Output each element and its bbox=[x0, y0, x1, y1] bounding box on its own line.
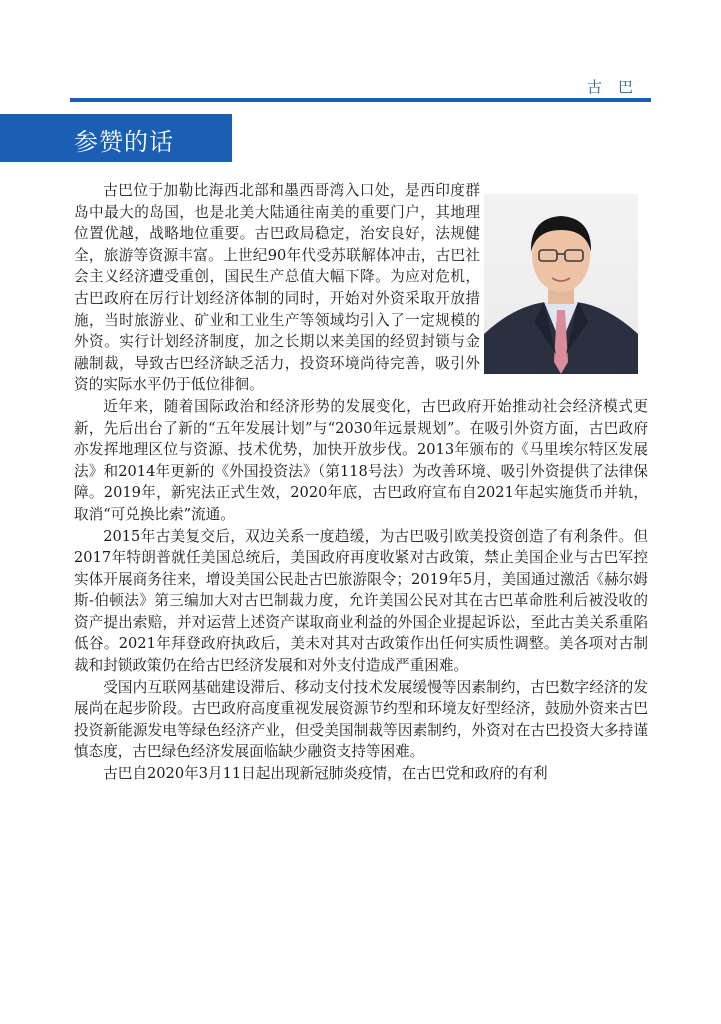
paragraph-1: 古巴位于加勒比海西北部和墨西哥湾入口处，是西印度群岛中最大的岛国，也是北美大陆通往南美的重要门户，其地理位置优越，战略地位重要。古巴政局稳定，治安良好，法规健全，旅游等资源丰富。上世纪90年代受苏联解体冲击，古巴社会主义经济遭受重创，国民生产总值大幅下降。为应对危机，古巴政府在厉行计划经济体制的同时，开始对外资采取开放措施，当时旅游业、矿业和工业生产等领域均引入了一定规模的外资。实行计划经济制度，加之长期以来美国的经贸封锁与金融制裁，导致古巴经济缺乏活力，投资环境尚待完善，吸引外资的实际水平仍于低位徘徊。 bbox=[74, 182, 480, 394]
portrait-spacer bbox=[480, 180, 648, 382]
header-rule bbox=[70, 98, 651, 102]
paragraph-4: 受国内互联网基础建设滞后、移动支付技术发展缓慢等因素制约，古巴数字经济的发展尚在起步阶段。古巴政府高度重视发展资源节约型和环境友好型经济，鼓励外资来古巴投资新能源发电等绿色经济产业，但受美国制裁等因素制约，外资对在古巴投资大多持谨慎态度，古巴绿色经济发展面临缺少融资支持等困难。 bbox=[74, 678, 648, 761]
running-header: 古巴 bbox=[586, 78, 649, 96]
paragraph-2: 近年来，随着国际政治和经济形势的发展变化，古巴政府开始推动社会经济模式更新，先后出台了新的“五年发展计划”与“2030年远景规划”。在吸引外资方面，古巴政府亦发挥地理区位与资源、技术优势，加快开放步伐。2013年颁布的《马里埃尔特区发展法》和2014年更新的《外国投资法》（第118号法）为改善环境、吸引外资提供了法律保障。2019年，新宪法正式生效，2020年底，古巴政府宣布自2021年起实施货币并轨，取消“可兑换比索”流通。 bbox=[74, 397, 648, 523]
paragraph-5: 古巴自2020年3月11日起出现新冠肺炎疫情，在古巴党和政府的有利 bbox=[103, 765, 548, 783]
section-title: 参赞的话 bbox=[74, 128, 174, 156]
paragraph-3: 2015年古美复交后，双边关系一度趋缓，为古巴吸引欧美投资创造了有利条件。但2017年特朗普就任美国总统后，美国政府再度收紧对古政策，禁止美国企业与古巴军控实体开展商务往来，增设美国公民赴古巴旅游限令；2019年5月，美国通过激活《赫尔姆斯-伯顿法》第三编加大对古巴制裁力度，允许美国公民对其在古巴革命胜利后被没收的资产提出索赔，并对运营上述资产谋取商业利益的外国企业提起诉讼，至此古美关系重陷低谷。2021年拜登政府执政后，美未对其对古政策作出任何实质性调整。美各项对古制裁和封锁政策仍在给古巴经济发展和对外支付造成严重困难。 bbox=[74, 527, 648, 675]
body-text bbox=[74, 180, 648, 785]
